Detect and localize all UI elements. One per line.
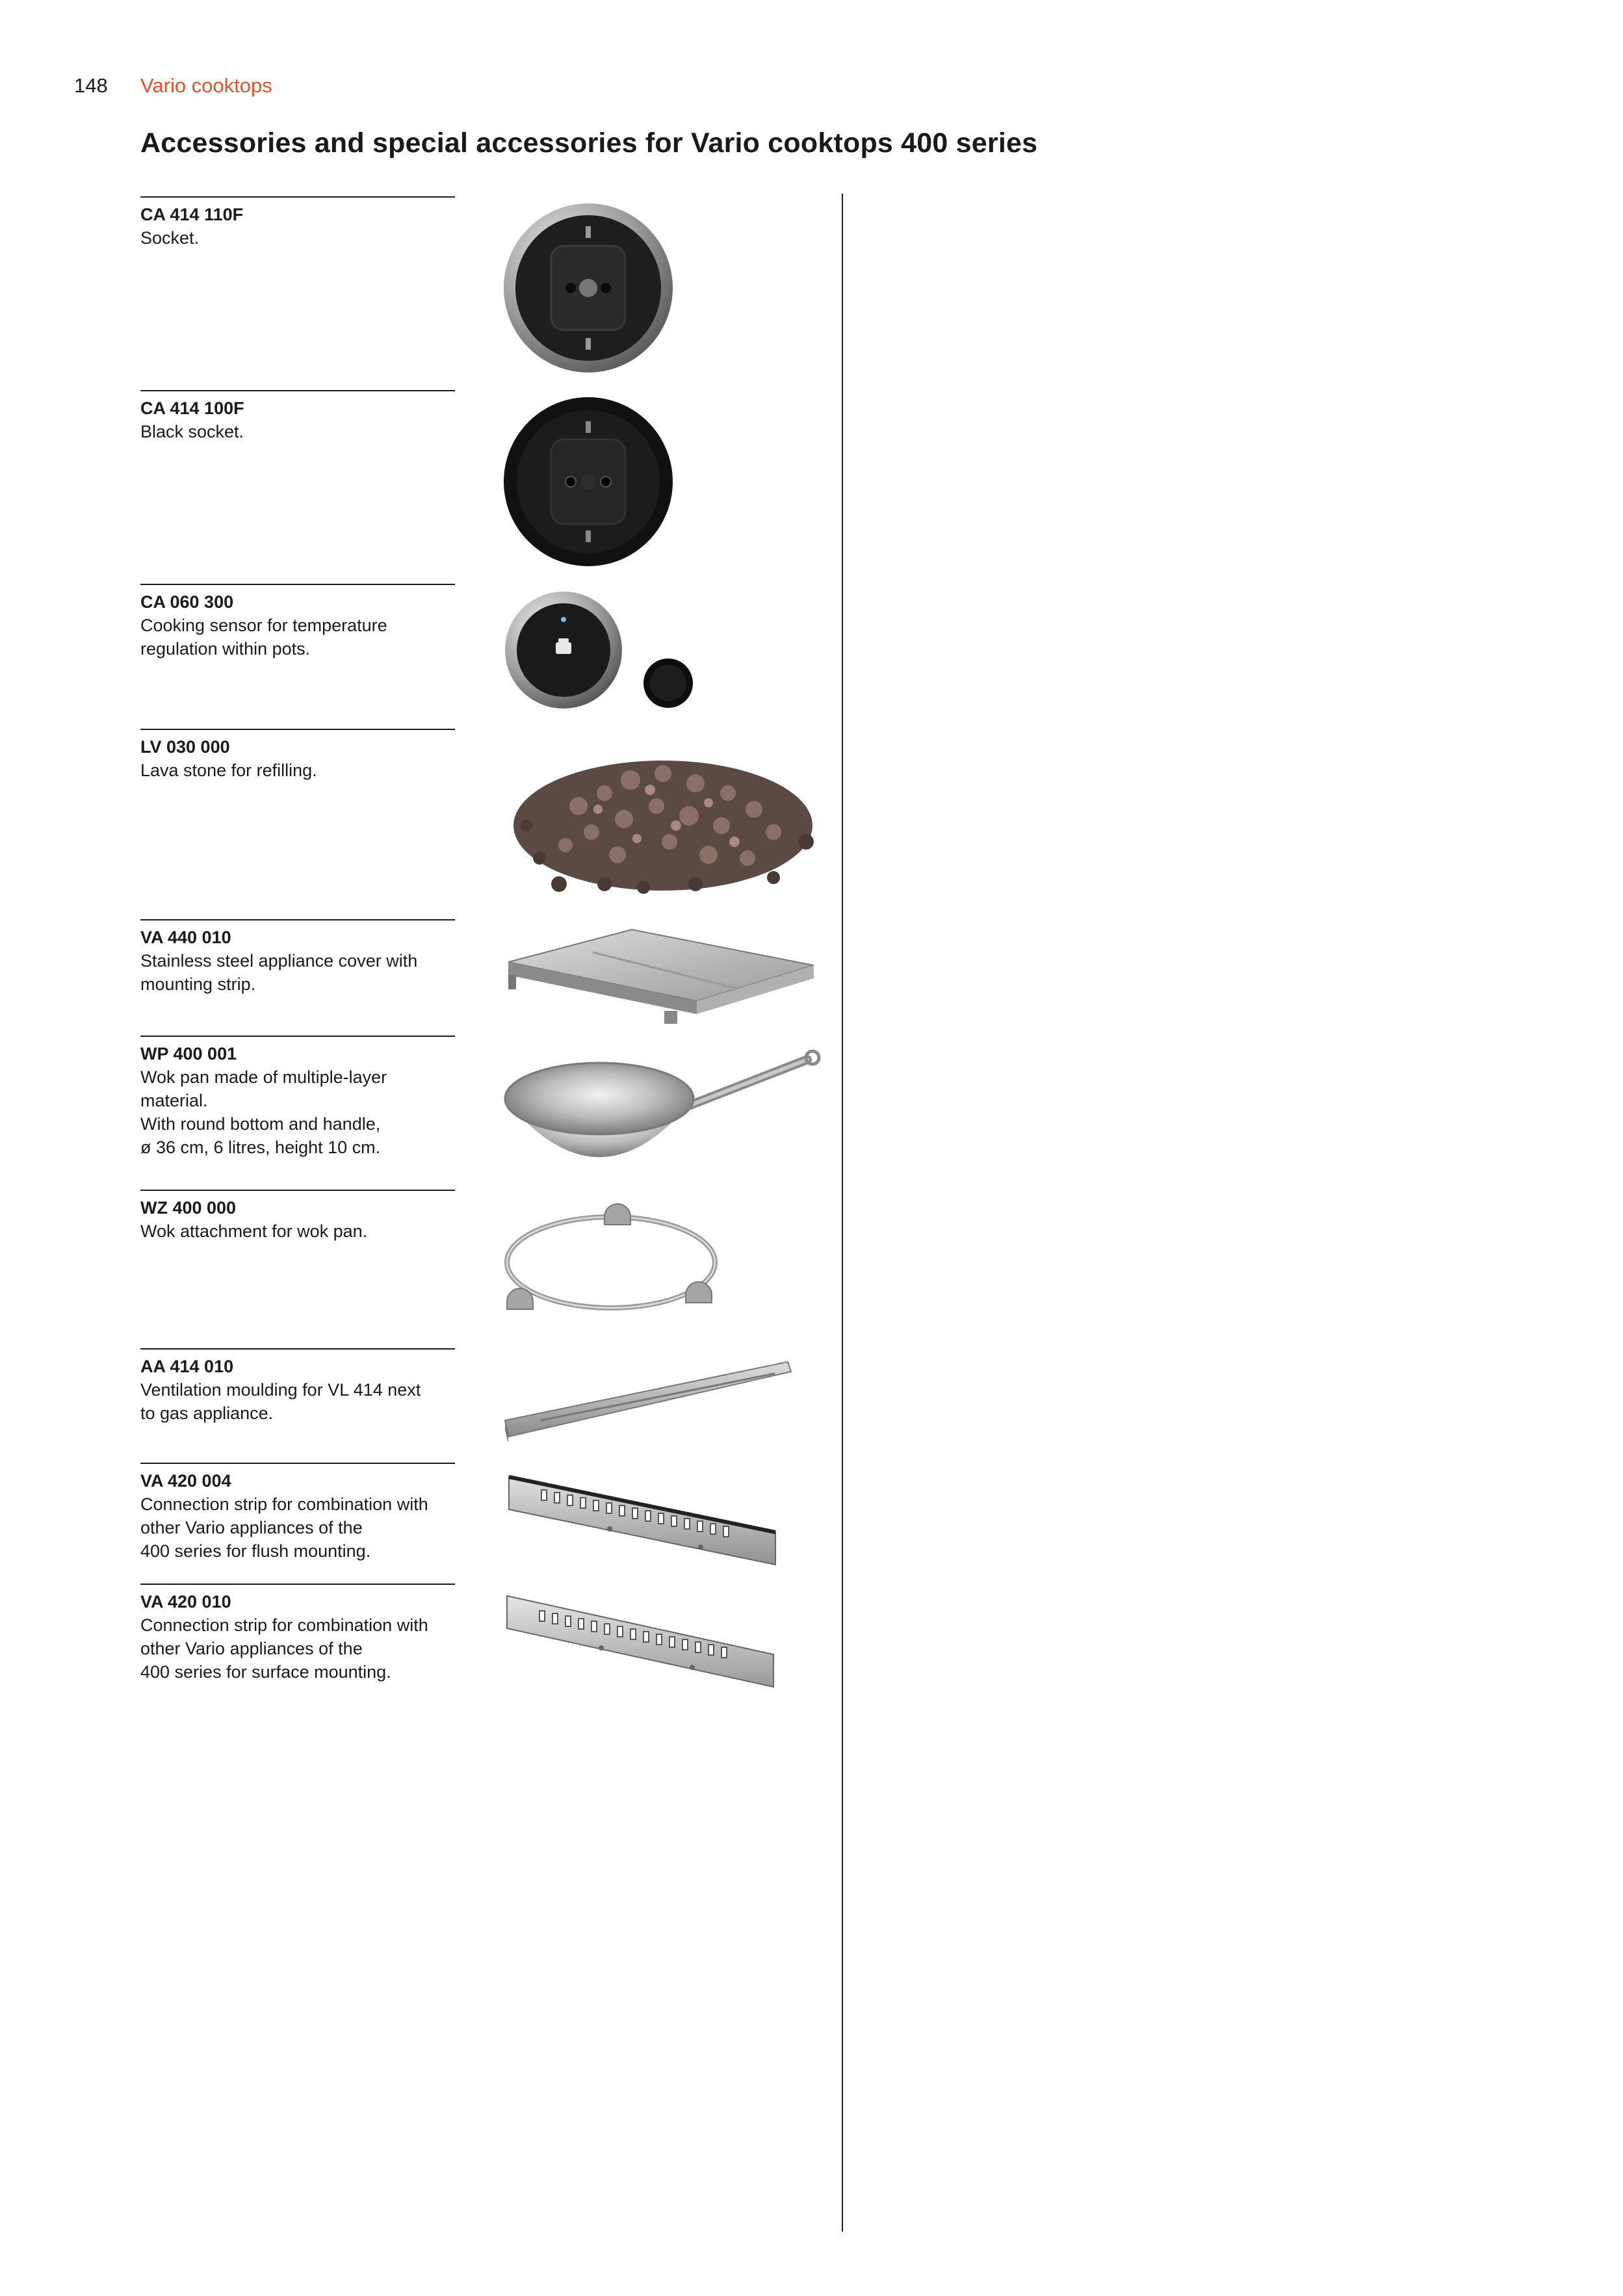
item-code: WP 400 001 — [140, 1044, 237, 1063]
item-code: VA 420 004 — [140, 1471, 231, 1491]
accessory-item — [140, 1463, 455, 1563]
accessory-item — [140, 729, 455, 782]
section-label: Vario cooktops — [140, 74, 272, 97]
column-divider — [842, 194, 843, 2232]
item-code: LV 030 000 — [140, 737, 230, 757]
connection-strip-flush-icon — [506, 1470, 785, 1574]
accessory-item — [140, 919, 455, 996]
accessory-item — [140, 1190, 455, 1243]
accessory-item — [140, 390, 455, 443]
item-description: Wok attachment for wok pan. — [140, 1221, 368, 1241]
page-number: 148 — [74, 74, 108, 97]
item-code: WZ 400 000 — [140, 1198, 237, 1218]
ventilation-moulding-icon — [502, 1355, 801, 1446]
item-code: VA 440 010 — [140, 928, 231, 947]
accessory-item — [140, 584, 455, 660]
cooking-sensor-icon — [504, 590, 699, 714]
item-description: Connection strip for combination with other Vario appliances of the 400 series for surface mounting. — [140, 1615, 428, 1682]
item-code: AA 414 010 — [140, 1357, 234, 1376]
accessory-item — [140, 1584, 455, 1684]
item-description: Lava stone for refilling. — [140, 761, 317, 780]
item-description: Ventilation moulding for VL 414 next to gas appliance. — [140, 1380, 421, 1423]
wok-pan-icon — [502, 1047, 827, 1177]
accessory-item — [140, 1348, 455, 1425]
lava-stones-icon — [500, 728, 825, 910]
stainless-socket-icon — [500, 200, 676, 376]
item-code: CA 060 300 — [140, 592, 234, 612]
accessory-item — [140, 1036, 455, 1159]
item-code: CA 414 100F — [140, 398, 244, 418]
accessory-item — [140, 196, 455, 250]
item-code: CA 414 110F — [140, 205, 244, 224]
wok-ring-icon — [500, 1191, 721, 1321]
item-description: Cooking sensor for temperature regulation within pots. — [140, 616, 387, 659]
item-description: Stainless steel appliance cover with mounting strip. — [140, 951, 418, 994]
item-description: Wok pan made of multiple-layer material. With round bottom and handle, ø 36 cm, 6 litres, height 10 cm. — [140, 1067, 387, 1157]
connection-strip-surface-icon — [504, 1593, 783, 1697]
black-socket-icon — [500, 394, 676, 569]
item-description: Black socket. — [140, 422, 244, 441]
appliance-cover-icon — [502, 923, 820, 1027]
page-title: Accessories and special accessories for Vario cooktops 400 series — [140, 127, 1038, 159]
item-description: Socket. — [140, 228, 200, 248]
item-code: VA 420 010 — [140, 1592, 231, 1611]
item-description: Connection strip for combination with other Vario appliances of the 400 series for flush mounting. — [140, 1494, 428, 1561]
